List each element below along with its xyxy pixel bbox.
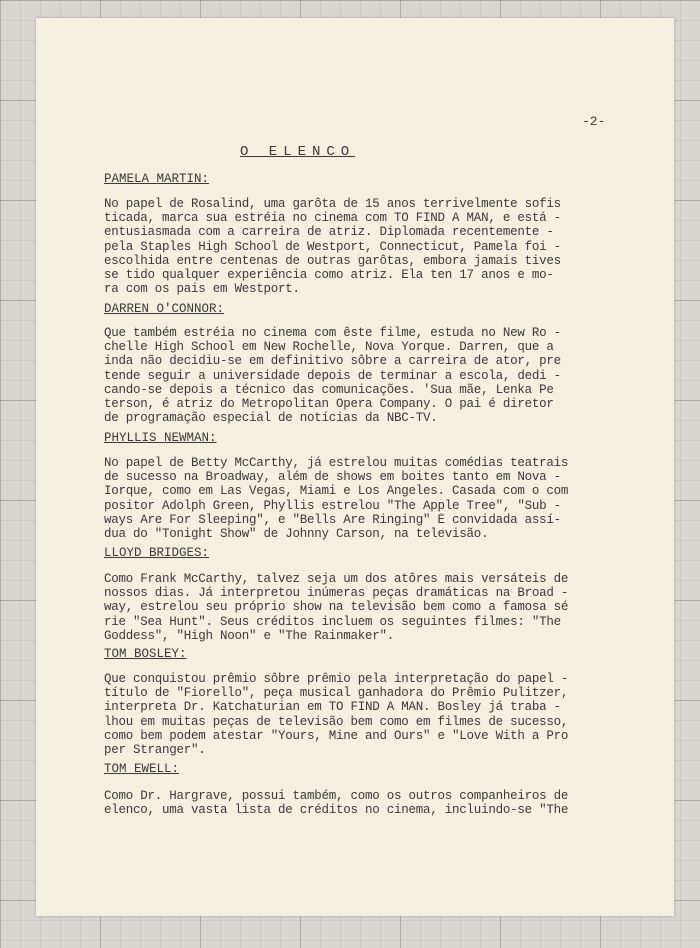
text-line: ways Are For Sleeping", e "Bells Are Ringing" É convidada assí- bbox=[104, 512, 561, 527]
text-line: No papel de Betty McCarthy, já estrelou muitas comédias teatrais bbox=[104, 456, 569, 470]
text-line: de programação especial de notícias da NBC-TV. bbox=[104, 411, 438, 426]
text-line: Como Dr. Hargrave, possui também, como os outros companheiros de bbox=[104, 789, 569, 803]
text-line: Goddess", "High Noon" e "The Rainmaker". bbox=[104, 628, 395, 643]
text-line: chelle High School em New Rochelle, Nova Yorque. Darren, que a bbox=[104, 340, 554, 355]
section-body-pamela-martin bbox=[104, 197, 602, 296]
section-body-tom-bosley bbox=[104, 672, 602, 757]
text-line: per Stranger". bbox=[104, 743, 206, 758]
text-line: se tido qualquer experiência como atriz. Ela ten 17 anos e mo- bbox=[104, 268, 554, 283]
text-line: positor Adolph Green, Phyllis estrelou "The Apple Tree", "Sub - bbox=[104, 498, 561, 513]
section-heading-tom-bosley: TOM BOSLEY: bbox=[104, 647, 187, 661]
section-body-tom-ewell bbox=[104, 789, 602, 817]
text-line: rie "Sea Hunt". Seus créditos incluem os seguintes filmes: "The bbox=[104, 614, 561, 629]
text-line: de sucesso na Broadway, além de shows em boites tanto em Nova - bbox=[104, 470, 561, 485]
text-line: tende seguir a universidade depois de terminar a escola, dedi - bbox=[104, 368, 561, 383]
text-line: Como Frank McCarthy, talvez seja um dos atôres mais versáteis de bbox=[104, 572, 569, 586]
text-line: elenco, uma vasta lista de créditos no cinema, incluindo-se "The bbox=[104, 803, 569, 818]
text-line: Iorque, como em Las Vegas, Miami e Los Angeles. Casada com o com bbox=[104, 484, 569, 499]
text-line: No papel de Rosalind, uma garôta de 15 anos terrivelmente sofis bbox=[104, 197, 561, 211]
text-line: lhou em muitas peças de televisão bem como em filmes de sucesso, bbox=[104, 714, 569, 729]
text-line: título de "Fiorello", peça musical ganhadora do Prêmio Pulitzer, bbox=[104, 686, 569, 701]
text-line: nossos dias. Já interpretou inúmeras peças dramáticas na Broad - bbox=[104, 586, 569, 601]
text-line: interpreta Dr. Katchaturian em TO FIND A MAN. Bosley já traba - bbox=[104, 700, 561, 715]
text-line: pela Staples High School de Westport, Connecticut, Pamela foi - bbox=[104, 239, 561, 254]
text-line: entusiasmada com a carreira de atriz. Diplomada recentemente - bbox=[104, 225, 554, 240]
text-line: way, estrelou seu próprio show na televisão bem como a famosa sé bbox=[104, 600, 569, 615]
text-line: inda não decidiu-se em definitivo sôbre a carreira de ator, pre bbox=[104, 354, 561, 369]
text-line: ra com os pais em Westport. bbox=[104, 282, 300, 297]
section-body-lloyd-bridges bbox=[104, 572, 602, 643]
section-heading-darren-oconnor: DARREN O'CONNOR: bbox=[104, 302, 225, 316]
text-line: como bem podem atestar "Yours, Mine and Ours" e "Love With a Pro bbox=[104, 728, 569, 743]
section-heading-tom-ewell: TOM EWELL: bbox=[104, 762, 180, 776]
section-body-phyllis-newman bbox=[104, 456, 602, 541]
text-line: terson, é atriz do Metropolitan Opera Company. O pai é diretor bbox=[104, 397, 554, 412]
text-line: Que também estréia no cinema com êste filme, estuda no New Ro - bbox=[104, 326, 561, 340]
text-line: escolhida entre centenas de outras garôtas, embora jamais tives bbox=[104, 253, 561, 268]
section-heading-lloyd-bridges: LLOYD BRIDGES: bbox=[104, 546, 210, 560]
text-line: dua do "Tonight Show" de Johnny Carson, na televisão. bbox=[104, 527, 489, 542]
section-heading-phyllis-newman: PHYLLIS NEWMAN: bbox=[104, 431, 217, 445]
section-body-darren-oconnor bbox=[104, 326, 602, 425]
section-heading-pamela-martin: PAMELA MARTIN: bbox=[104, 172, 210, 186]
text-line: Que conquistou prêmio sôbre prêmio pela interpretação do papel - bbox=[104, 672, 569, 686]
document-title: O ELENCO bbox=[240, 144, 356, 160]
text-line: cando-se depois a técnico das comunicações. 'Sua mãe, Lenka Pe bbox=[104, 382, 554, 397]
text-line: ticada, marca sua estréia no cinema com TO FIND A MAN, e está - bbox=[104, 211, 561, 226]
page-number: -2- bbox=[582, 114, 606, 129]
